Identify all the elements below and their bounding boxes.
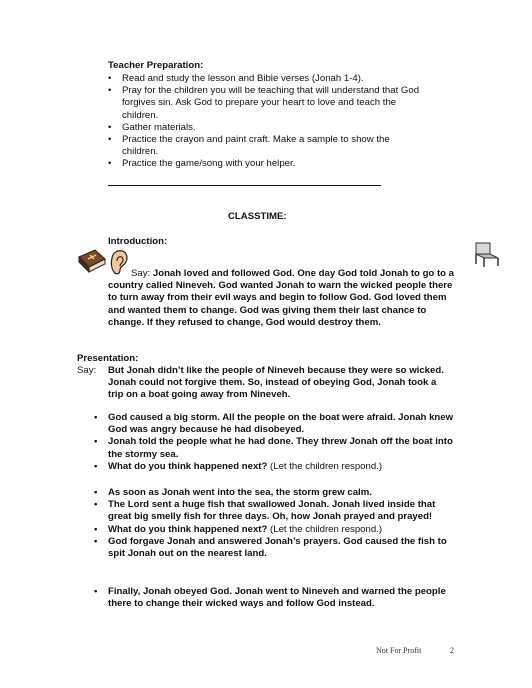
- list-item: • What do you think happened next? (Let the children respond.): [94, 523, 383, 535]
- list-item: • Gather materials.: [108, 121, 196, 133]
- say-label: Say:: [131, 268, 151, 279]
- classtime-heading: CLASSTIME:: [228, 211, 287, 222]
- list-item: • Practice the crayon and paint craft. Make a sample to show the children.: [108, 134, 390, 158]
- page-number: 2: [450, 646, 454, 655]
- list-item: • Finally, Jonah obeyed God. Jonah went to Nineveh and warned the people there to change their wicked ways and follow God instead.: [94, 586, 446, 610]
- list-item: • Practice the game/song with your helper.: [108, 158, 296, 170]
- introduction-heading: Introduction:: [108, 236, 168, 247]
- list-item: • As soon as Jonah went into the sea, the storm grew calm.: [94, 487, 372, 498]
- list-item: • God caused a big storm. All the people on the boat were afraid. Jonah knew God was angry because he had disobeyed.: [94, 412, 454, 436]
- story-list-2: [94, 487, 454, 560]
- teacher-prep-list: [108, 73, 428, 171]
- presentation-heading: Presentation:: [77, 353, 139, 364]
- divider: [108, 185, 381, 186]
- teacher-prep-heading: Teacher Preparation:: [108, 60, 204, 71]
- list-item: • God forgave Jonah and answered Jonah’s prayers. God caused the fish to spit Jonah out on the nearest land.: [94, 535, 447, 560]
- list-item: • Jonah told the people what he had done. They threw Jonah off the boat into the stormy sea.: [94, 436, 453, 460]
- say-label: Say:: [77, 365, 97, 376]
- story-list-3: [94, 586, 454, 610]
- list-item: • The Lord sent a huge fish that swallowed Jonah. Jonah lived inside that great big smelly fish for three days. Oh, how Jonah prayed and prayed!: [94, 499, 436, 523]
- chair-icon: [472, 240, 502, 270]
- footer-text: Not For Profit: [376, 646, 422, 655]
- introduction-text: Say: Jonah loved and followed God. One day God told Jonah to go to a country called Nineveh. God wanted Jonah to warn the wicked people there to turn away from their evil ways and begin to follow God. God loved them and wanted them to change. God was giving them their last chance to change. If they refused to change, God would destroy them.: [108, 268, 455, 328]
- list-item: • Pray for the children you will be teaching that will understand that God forgives sin. Ask God to prepare your heart to love and teach the children.: [108, 85, 420, 121]
- list-item: • Read and study the lesson and Bible verses (Jonah 1-4).: [108, 73, 364, 84]
- list-item: • What do you think happened next? (Let the children respond.): [94, 460, 383, 472]
- story-list-1: [94, 412, 454, 473]
- presentation-text: But Jonah didn’t like the people of Nineveh because they were so wicked. Jonah could not forgive them. So, instead of obeying God, Jonah took a trip on a boat going away from Nineveh.: [108, 365, 444, 401]
- bible-icon: [77, 247, 107, 275]
